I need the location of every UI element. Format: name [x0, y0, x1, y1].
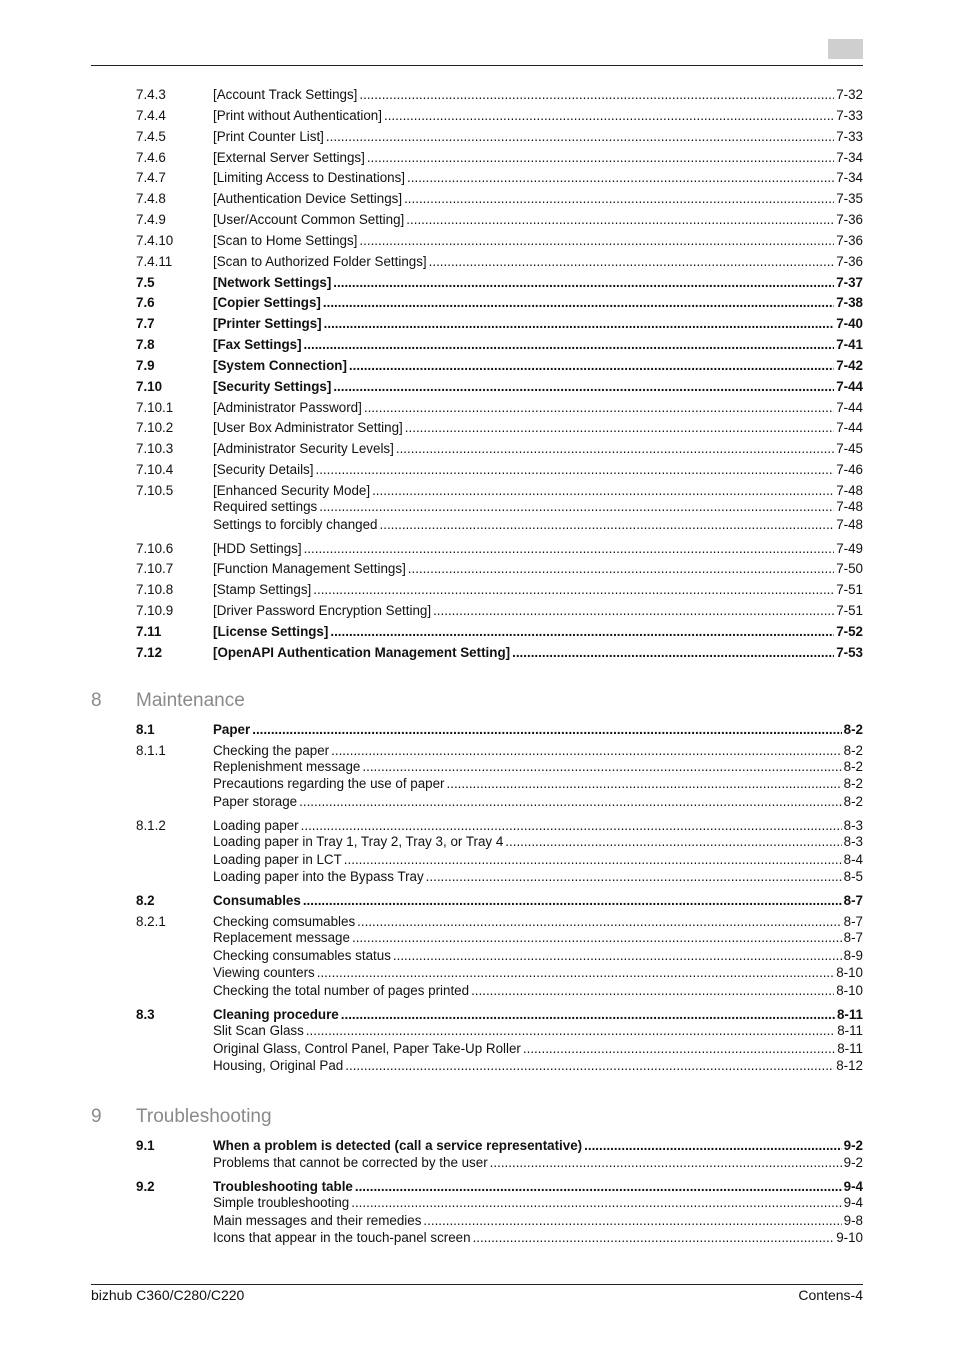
- toc-entry-number: 7.10.1: [136, 400, 174, 415]
- toc-dot-leader: [303, 892, 842, 910]
- toc-entry[interactable]: [136, 315, 863, 333]
- toc-entry[interactable]: [136, 721, 863, 739]
- toc-dot-leader: [393, 947, 842, 965]
- toc-entry-title: [Scan to Authorized Folder Settings]: [213, 254, 427, 269]
- toc-dot-leader: [364, 399, 834, 417]
- toc-entry-page: 8-7: [843, 893, 863, 908]
- toc-entry[interactable]: [136, 982, 863, 1000]
- toc-entry-page: 7-32: [836, 87, 863, 102]
- toc-entry-number: 7.10.6: [136, 541, 174, 556]
- chapter-number: 8: [91, 690, 102, 711]
- toc-entry-page: 7-48: [836, 517, 863, 532]
- toc-entry-title: [Account Track Settings]: [213, 87, 358, 102]
- toc-dot-leader: [505, 833, 841, 851]
- toc-entry-number: 7.4.7: [136, 170, 166, 185]
- toc-entry[interactable]: [136, 378, 863, 396]
- toc-entry-page: 7-45: [836, 441, 863, 456]
- toc-entry-page: 7-36: [836, 233, 863, 248]
- toc-entry-title: Main messages and their remedies: [213, 1213, 422, 1228]
- toc-dot-leader: [408, 560, 834, 578]
- toc-entry-page: 7-37: [836, 275, 863, 290]
- toc-dot-leader: [323, 294, 834, 312]
- toc-entry[interactable]: [136, 461, 863, 479]
- toc-entry-title: [License Settings]: [213, 624, 329, 639]
- toc-entry-page: 7-46: [836, 462, 863, 477]
- toc-entry-title: [User Box Administrator Setting]: [213, 420, 403, 435]
- footer-rule: [91, 1284, 863, 1285]
- toc-entry[interactable]: [136, 540, 863, 558]
- toc-entry-number: 8.1: [136, 722, 155, 737]
- toc-entry-title: Checking comsumables: [213, 914, 356, 929]
- toc-entry-number: 8.1.2: [136, 818, 166, 833]
- chapter-number: 9: [91, 1106, 102, 1127]
- toc-entry-page: 7-48: [836, 483, 863, 498]
- toc-entry-title: [Print Counter List]: [213, 129, 324, 144]
- toc-entry-page: 7-35: [836, 191, 863, 206]
- toc-entry[interactable]: [136, 833, 863, 851]
- toc-entry[interactable]: [136, 851, 863, 869]
- toc-dot-leader: [429, 253, 835, 271]
- toc-dot-leader: [351, 1194, 841, 1212]
- toc-entry-number: 9.2: [136, 1179, 155, 1194]
- toc-dot-leader: [447, 775, 842, 793]
- toc-entry-title: Required settings: [213, 499, 318, 514]
- toc-entry-page: 7-34: [836, 170, 863, 185]
- toc-entry-title: [User/Account Common Setting]: [213, 212, 405, 227]
- toc-entry[interactable]: [136, 190, 863, 208]
- toc-entry-title: Viewing counters: [213, 965, 315, 980]
- toc-entry-page: 9-2: [843, 1155, 863, 1170]
- toc-entry-number: 7.10.9: [136, 603, 174, 618]
- toc-entry-title: Cleaning procedure: [213, 1007, 339, 1022]
- toc-entry-number: 7.5: [136, 275, 155, 290]
- toc-entry-title: [Authentication Device Settings]: [213, 191, 403, 206]
- toc-dot-leader: [315, 461, 834, 479]
- toc-entry-title: [Administrator Security Levels]: [213, 441, 394, 456]
- toc-entry-page: 7-51: [836, 582, 863, 597]
- toc-entry-number: 8.3: [136, 1007, 155, 1022]
- toc-entry[interactable]: [136, 1022, 863, 1040]
- toc-entry[interactable]: [136, 419, 863, 437]
- toc-entry-number: 7.10.7: [136, 561, 174, 576]
- toc-entry-page: 7-53: [836, 645, 863, 660]
- toc-entry[interactable]: [136, 399, 863, 417]
- toc-entry[interactable]: [136, 211, 863, 229]
- toc-dot-leader: [319, 498, 834, 516]
- chapter-title: Troubleshooting: [136, 1106, 272, 1127]
- toc-entry[interactable]: [136, 602, 863, 620]
- footer-product-name: bizhub C360/C280/C220: [91, 1287, 245, 1303]
- toc-dot-leader: [396, 440, 834, 458]
- toc-entry-number: 7.10.4: [136, 462, 174, 477]
- toc-entry[interactable]: [136, 1040, 863, 1058]
- toc-entry-page: 8-10: [836, 983, 863, 998]
- toc-entry-number: 7.4.11: [136, 254, 173, 269]
- toc-entry-number: 9.1: [136, 1138, 155, 1153]
- toc-dot-leader: [252, 721, 841, 739]
- toc-dot-leader: [333, 378, 834, 396]
- toc-dot-leader: [490, 1154, 842, 1172]
- toc-dot-leader: [471, 982, 834, 1000]
- toc-entry-title: Precautions regarding the use of paper: [213, 776, 445, 791]
- toc-entry-page: 8-12: [836, 1058, 863, 1073]
- toc-dot-leader: [359, 232, 834, 250]
- toc-entry-page: 7-36: [836, 212, 863, 227]
- toc-dot-leader: [423, 1212, 841, 1230]
- toc-entry-number: 7.12: [136, 645, 163, 660]
- toc-entry-title: [Stamp Settings]: [213, 582, 312, 597]
- toc-entry-title: Checking consumables status: [213, 948, 391, 963]
- toc-entry-title: Icons that appear in the touch-panel screen: [213, 1230, 471, 1245]
- toc-entry[interactable]: [136, 232, 863, 250]
- toc-entry-page: 8-7: [843, 930, 863, 945]
- toc-entry-page: 8-10: [836, 965, 863, 980]
- toc-entry-number: 7.4.8: [136, 191, 166, 206]
- toc-entry-title: [Security Settings]: [213, 379, 332, 394]
- toc-entry-number: 7.6: [136, 295, 155, 310]
- toc-entry[interactable]: [136, 336, 863, 354]
- toc-entry-page: 9-8: [843, 1213, 863, 1228]
- toc-entry-page: 8-9: [843, 948, 863, 963]
- toc-dot-leader: [380, 516, 835, 534]
- toc-entry-page: 9-4: [843, 1195, 863, 1210]
- toc-entry-page: 8-5: [843, 869, 863, 884]
- toc-dot-leader: [404, 190, 834, 208]
- toc-dot-leader: [362, 758, 841, 776]
- header-rule: [91, 65, 863, 66]
- toc-entry-page: 7-34: [836, 150, 863, 165]
- toc-entry-number: 7.4.9: [136, 212, 166, 227]
- toc-entry[interactable]: [136, 253, 863, 271]
- toc-entry-number: 7.4.3: [136, 87, 166, 102]
- toc-dot-leader: [330, 623, 834, 641]
- toc-entry-title: Loading paper in LCT: [213, 852, 342, 867]
- toc-entry-page: 7-41: [836, 337, 863, 352]
- toc-entry-page: 8-4: [843, 852, 863, 867]
- toc-entry[interactable]: [136, 274, 863, 292]
- footer-page-number: Contens-4: [798, 1287, 863, 1303]
- toc-entry-page: 9-4: [843, 1179, 863, 1194]
- toc-entry[interactable]: [136, 1154, 863, 1172]
- toc-entry-title: [Function Management Settings]: [213, 561, 406, 576]
- toc-entry-page: 7-44: [836, 420, 863, 435]
- toc-entry[interactable]: [136, 516, 863, 534]
- toc-dot-leader: [306, 1022, 835, 1040]
- toc-dot-leader: [523, 1040, 835, 1058]
- toc-entry-page: 7-50: [836, 561, 863, 576]
- toc-entry-title: [HDD Settings]: [213, 541, 302, 556]
- toc-dot-leader: [367, 149, 834, 167]
- toc-entry[interactable]: [136, 1057, 863, 1075]
- toc-entry[interactable]: [136, 560, 863, 578]
- toc-entry[interactable]: [136, 868, 863, 886]
- toc-dot-leader: [406, 211, 834, 229]
- toc-dot-leader: [407, 169, 834, 187]
- toc-dot-leader: [349, 357, 834, 375]
- toc-entry-title: Replacement message: [213, 930, 350, 945]
- toc-entry-number: 8.2: [136, 893, 155, 908]
- toc-entry-page: 7-49: [836, 541, 863, 556]
- toc-entry-page: 8-11: [837, 1023, 863, 1038]
- toc-entry-number: 7.4.5: [136, 129, 166, 144]
- toc-entry-title: Loading paper: [213, 818, 299, 833]
- toc-entry-title: [Network Settings]: [213, 275, 332, 290]
- toc-entry-number: 7.7: [136, 316, 155, 331]
- toc-entry-title: Slit Scan Glass: [213, 1023, 304, 1038]
- toc-entry-page: 8-2: [843, 776, 863, 791]
- toc-dot-leader: [512, 644, 834, 662]
- toc-entry-page: 7-51: [836, 603, 863, 618]
- toc-entry-number: 7.4.6: [136, 150, 166, 165]
- toc-entry-page: 8-11: [836, 1007, 863, 1022]
- toc-entry-page: 9-2: [843, 1138, 863, 1153]
- toc-entry-number: 7.10.3: [136, 441, 174, 456]
- toc-entry[interactable]: [136, 107, 863, 125]
- toc-entry-page: 7-33: [836, 129, 863, 144]
- toc-entry-number: 7.10.5: [136, 483, 174, 498]
- toc-entry-number: 8.1.1: [136, 743, 166, 758]
- toc-entry[interactable]: [136, 947, 863, 965]
- toc-dot-leader: [352, 929, 842, 947]
- toc-entry[interactable]: [136, 294, 863, 312]
- toc-entry-title: Loading paper into the Bypass Tray: [213, 869, 424, 884]
- toc-entry-title: Housing, Original Pad: [213, 1058, 344, 1073]
- toc-dot-leader: [584, 1137, 842, 1155]
- toc-entry[interactable]: [136, 775, 863, 793]
- toc-entry[interactable]: [136, 1194, 863, 1212]
- toc-entry-title: Problems that cannot be corrected by the user: [213, 1155, 488, 1170]
- toc-dot-leader: [426, 868, 842, 886]
- toc-entry-page: 8-2: [843, 759, 863, 774]
- toc-entry-number: 7.4.4: [136, 108, 166, 123]
- toc-entry-number: 7.4.10: [136, 233, 174, 248]
- toc-dot-leader: [304, 336, 835, 354]
- toc-entry-title: Paper: [213, 722, 251, 737]
- toc-dot-leader: [345, 1057, 834, 1075]
- toc-entry-title: Replenishment message: [213, 759, 361, 774]
- toc-entry-title: Paper storage: [213, 794, 298, 809]
- toc-dot-leader: [344, 851, 842, 869]
- toc-entry-title: [Enhanced Security Mode]: [213, 483, 371, 498]
- toc-entry-title: [Administrator Password]: [213, 400, 362, 415]
- toc-dot-leader: [313, 581, 834, 599]
- toc-entry-title: [Scan to Home Settings]: [213, 233, 358, 248]
- toc-entry[interactable]: [136, 758, 863, 776]
- toc-dot-leader: [326, 128, 834, 146]
- toc-entry[interactable]: [136, 644, 863, 662]
- toc-entry-page: 7-33: [836, 108, 863, 123]
- toc-entry-title: [Fax Settings]: [213, 337, 302, 352]
- chapter-tab-marker: [828, 39, 863, 59]
- toc-entry-page: 8-11: [837, 1041, 863, 1056]
- toc-entry-title: Settings to forcibly changed: [213, 517, 378, 532]
- toc-entry[interactable]: [136, 929, 863, 947]
- toc-entry-page: 7-48: [836, 499, 863, 514]
- toc-entry-title: Original Glass, Control Panel, Paper Take-Up Roller: [213, 1041, 521, 1056]
- toc-entry-title: Checking the paper: [213, 743, 330, 758]
- toc-entry-number: 7.11: [136, 624, 162, 639]
- toc-entry[interactable]: [136, 440, 863, 458]
- toc-entry-title: [Driver Password Encryption Setting]: [213, 603, 432, 618]
- toc-entry-page: 7-36: [836, 254, 863, 269]
- toc-entry-title: [Copier Settings]: [213, 295, 321, 310]
- toc-entry-title: Troubleshooting table: [213, 1179, 353, 1194]
- toc-entry-title: [Security Details]: [213, 462, 314, 477]
- toc-dot-leader: [359, 86, 834, 104]
- toc-dot-leader: [405, 419, 834, 437]
- toc-entry[interactable]: [136, 169, 863, 187]
- toc-entry-page: 9-10: [836, 1230, 863, 1245]
- toc-entry-number: 7.8: [136, 337, 155, 352]
- toc-entry-number: 7.10.2: [136, 420, 174, 435]
- toc-entry-title: [External Server Settings]: [213, 150, 365, 165]
- toc-dot-leader: [433, 602, 834, 620]
- toc-entry-page: 7-40: [836, 316, 863, 331]
- toc-entry-title: [Limiting Access to Destinations]: [213, 170, 406, 185]
- toc-dot-leader: [317, 964, 834, 982]
- toc-entry[interactable]: [136, 623, 863, 641]
- toc-entry[interactable]: [136, 149, 863, 167]
- toc-entry-page: 8-2: [843, 722, 863, 737]
- toc-entry-page: 7-44: [836, 400, 863, 415]
- toc-dot-leader: [304, 540, 835, 558]
- toc-entry[interactable]: [136, 1212, 863, 1230]
- toc-entry[interactable]: [136, 892, 863, 910]
- toc-dot-leader: [333, 274, 834, 292]
- toc-entry[interactable]: [136, 357, 863, 375]
- toc-entry-number: 7.9: [136, 358, 155, 373]
- chapter-title: Maintenance: [136, 690, 245, 711]
- toc-entry[interactable]: [136, 581, 863, 599]
- toc-entry-title: Loading paper in Tray 1, Tray 2, Tray 3, or Tray 4: [213, 834, 504, 849]
- toc-entry[interactable]: [136, 128, 863, 146]
- toc-entry-title: Consumables: [213, 893, 301, 908]
- toc-dot-leader: [299, 793, 842, 811]
- toc-entry-title: [OpenAPI Authentication Management Setting]: [213, 645, 511, 660]
- toc-entry-page: 8-2: [843, 794, 863, 809]
- toc-entry-title: [Print without Authentication]: [213, 108, 382, 123]
- toc-entry-number: 7.10.8: [136, 582, 174, 597]
- toc-entry-title: Checking the total number of pages printed: [213, 983, 470, 998]
- toc-entry-page: 8-3: [843, 818, 863, 833]
- toc-entry-page: 7-52: [836, 624, 863, 639]
- toc-entry-page: 8-3: [843, 834, 863, 849]
- toc-entry[interactable]: [136, 86, 863, 104]
- toc-entry[interactable]: [136, 1137, 863, 1155]
- toc-entry[interactable]: [136, 498, 863, 516]
- toc-entry-number: 8.2.1: [136, 914, 166, 929]
- toc-entry-page: 8-2: [843, 743, 863, 758]
- toc-entry-page: 7-38: [836, 295, 863, 310]
- toc-entry[interactable]: [136, 964, 863, 982]
- toc-entry[interactable]: [136, 1229, 863, 1247]
- toc-entry-title: Simple troubleshooting: [213, 1195, 350, 1210]
- toc-entry-page: 7-42: [836, 358, 863, 373]
- toc-entry-title: [System Connection]: [213, 358, 347, 373]
- toc-entry-title: When a problem is detected (call a service representative): [213, 1138, 583, 1153]
- toc-entry-title: [Printer Settings]: [213, 316, 322, 331]
- toc-dot-leader: [384, 107, 834, 125]
- toc-entry-number: 7.10: [136, 379, 163, 394]
- toc-entry-page: 7-44: [836, 379, 863, 394]
- toc-entry[interactable]: [136, 793, 863, 811]
- toc-dot-leader: [324, 315, 835, 333]
- toc-dot-leader: [473, 1229, 835, 1247]
- toc-entry-page: 8-7: [843, 914, 863, 929]
